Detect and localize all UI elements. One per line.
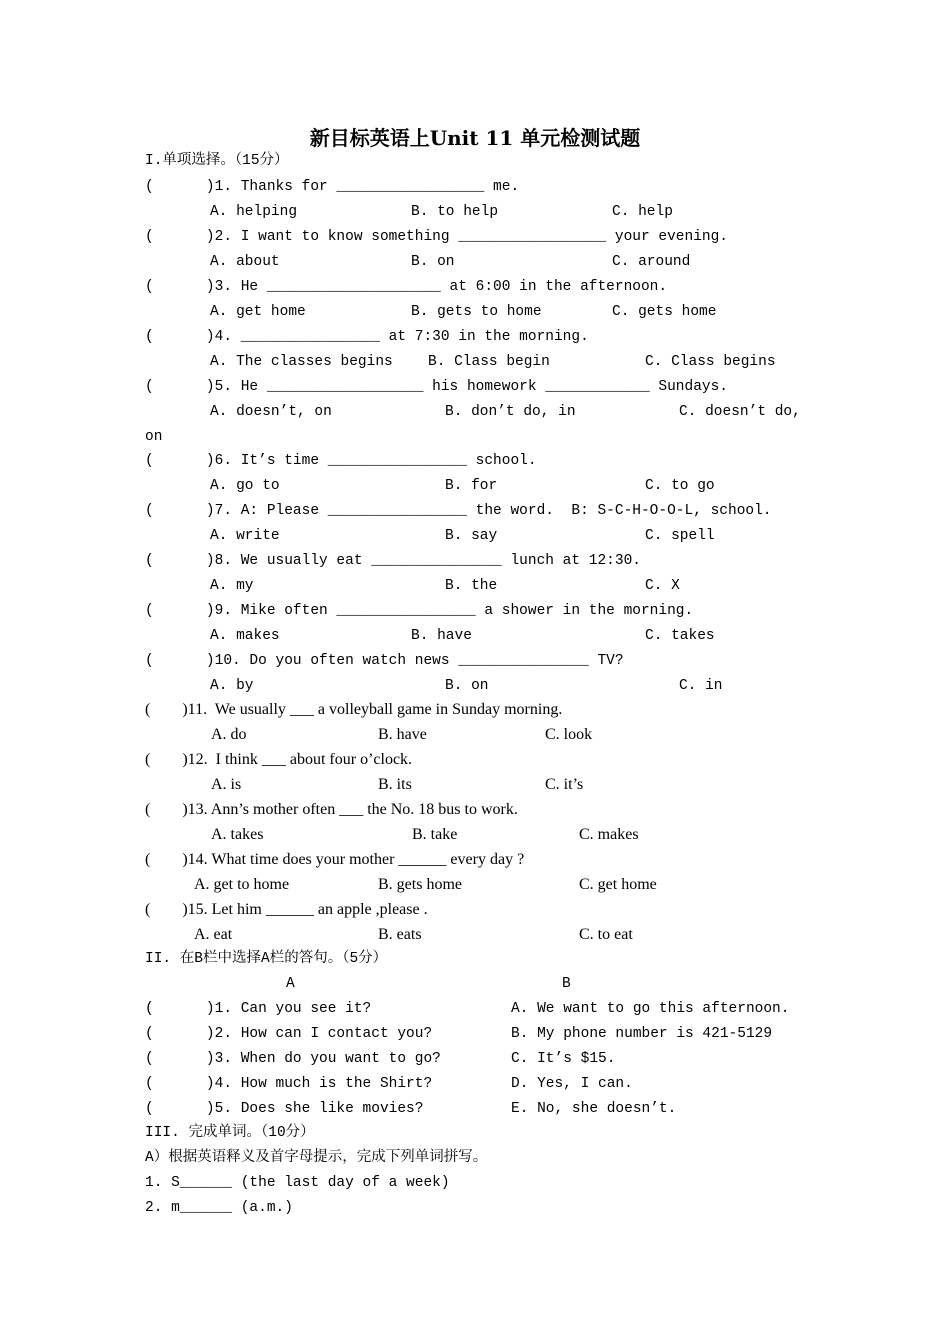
question-stem: ( )3. He ____________________ at 6:00 in the afternoon.: [145, 279, 668, 295]
option-b: B. don’t do, in: [445, 404, 576, 420]
option-a: A. get to home: [194, 876, 290, 893]
option-c: C. to go: [645, 478, 715, 494]
option-c: C. Class begins: [645, 354, 776, 370]
option-c: C. help: [612, 204, 673, 220]
question-stem: ( )1. Thanks for _________________ me.: [145, 179, 520, 195]
section3-instructions: A）根据英语释义及首字母提示，完成下列单词拼写。: [145, 1150, 488, 1166]
question-stem: ( )5. He __________________ his homework ____________ Sundays.: [145, 379, 728, 395]
match-question: ( )5. Does she like movies?: [145, 1101, 424, 1117]
option-a: A. write: [210, 528, 280, 544]
option-b: B. have: [411, 628, 472, 644]
question-stem: ( )6. It’s time ________________ school.: [145, 453, 537, 469]
match-answer: C. It’s $15.: [511, 1051, 616, 1067]
option-b: B. have: [378, 726, 427, 743]
option-a: A. do: [211, 726, 247, 743]
section3-heading: III. 完成单词。（10分）: [145, 1125, 315, 1141]
question-stem: ( )13. Ann’s mother often ___ the No. 18 bus to work.: [145, 801, 518, 818]
option-c: C. in: [679, 678, 723, 694]
option-c: C. spell: [645, 528, 715, 544]
match-question: ( )3. When do you want to go?: [145, 1051, 441, 1067]
option-a: A. helping: [210, 204, 298, 220]
option-a: A. is: [211, 776, 242, 793]
column-a-label: A: [286, 976, 295, 992]
page-title: 新目标英语上Unit 11 单元检测试题: [309, 126, 641, 150]
question-stem: ( )10. Do you often watch news _______________ TV?: [145, 653, 624, 669]
match-answer: D. Yes, I can.: [511, 1076, 633, 1092]
option-c: C. it’s: [545, 776, 584, 793]
option-a: A. my: [210, 578, 254, 594]
question-stem: ( )4. ________________ at 7:30 in the morning.: [145, 329, 589, 345]
match-answer: A. We want to go this afternoon.: [511, 1001, 790, 1017]
match-answer: E. No, she doesn’t.: [511, 1101, 677, 1117]
option-c: C. get home: [579, 876, 657, 893]
option-c: C. doesn’t do,: [679, 404, 801, 420]
option-a: A. by: [210, 678, 254, 694]
option-c-wrap: on: [145, 429, 163, 445]
question-stem: ( )2. I want to know something _________________ your evening.: [145, 229, 728, 245]
option-b: B. gets to home: [411, 304, 542, 320]
section2-heading: II. 在B栏中选择A栏的答句。（5分）: [145, 951, 388, 967]
option-b: B. say: [445, 528, 498, 544]
option-a: A. The classes begins: [210, 354, 393, 370]
question-stem: ( )14. What time does your mother ______ every day ?: [145, 851, 525, 868]
match-question: ( )2. How can I contact you?: [145, 1026, 433, 1042]
match-question: ( )1. Can you see it?: [145, 1001, 372, 1017]
option-b: B. eats: [378, 926, 422, 943]
option-c: C. takes: [645, 628, 715, 644]
question-stem: ( )11. We usually ___ a volleyball game in Sunday morning.: [145, 701, 563, 718]
section1-heading: I.单项选择。（15分）: [145, 153, 289, 169]
question-stem: ( )9. Mike often ________________ a shower in the morning.: [145, 603, 694, 619]
option-b: B. for: [445, 478, 498, 494]
spelling-item: 1. S______ (the last day of a week): [145, 1175, 450, 1191]
option-b: B. to help: [411, 204, 499, 220]
option-a: A. makes: [210, 628, 280, 644]
option-a: A. get home: [210, 304, 306, 320]
option-a: A. about: [210, 254, 280, 270]
option-b: B. on: [445, 678, 489, 694]
option-c: C. look: [545, 726, 593, 743]
option-c: C. makes: [579, 826, 639, 843]
question-stem: ( )15. Let him ______ an apple ,please .: [145, 901, 428, 918]
spelling-item: 2. m______ (a.m.): [145, 1200, 293, 1216]
option-a: A. eat: [194, 926, 233, 943]
column-b-label: B: [562, 976, 571, 992]
question-stem: ( )8. We usually eat _______________ lunch at 12:30.: [145, 553, 641, 569]
option-b: B. on: [411, 254, 455, 270]
question-stem: ( )7. A: Please ________________ the word. B: S-C-H-O-O-L, school.: [145, 503, 772, 519]
question-stem: ( )12. I think ___ about four o’clock.: [145, 751, 413, 768]
option-c: C. gets home: [612, 304, 717, 320]
option-a: A. doesn’t, on: [210, 404, 332, 420]
match-question: ( )4. How much is the Shirt?: [145, 1076, 433, 1092]
option-c: C. X: [645, 578, 680, 594]
option-b: B. take: [412, 826, 458, 843]
option-a: A. takes: [211, 826, 264, 843]
option-b: B. gets home: [378, 876, 462, 893]
option-b: B. its: [378, 776, 412, 793]
option-b: B. Class begin: [428, 354, 550, 370]
option-b: B. the: [445, 578, 498, 594]
match-answer: B. My phone number is 421-5129: [511, 1026, 773, 1042]
option-c: C. to eat: [579, 926, 633, 943]
option-a: A. go to: [210, 478, 280, 494]
option-c: C. around: [612, 254, 691, 270]
